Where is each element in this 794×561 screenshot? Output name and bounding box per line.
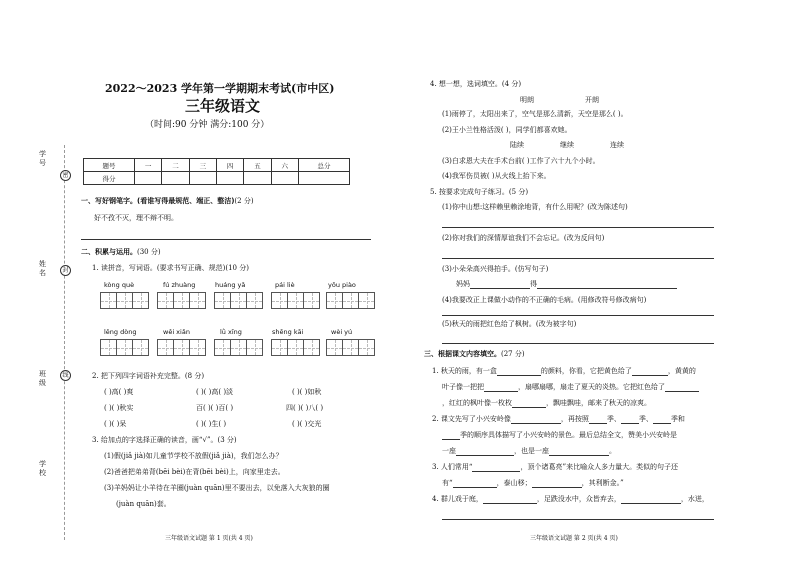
q2-item[interactable]: ( )( )高( )淡 — [196, 388, 234, 396]
char-box[interactable] — [100, 292, 117, 309]
char-box[interactable] — [189, 339, 206, 356]
answer-line[interactable] — [442, 519, 714, 520]
q5-item-2: (2)你对我们的深情厚谊我们不会忘记。(改为反问句) — [442, 234, 605, 242]
text: 。 — [609, 447, 616, 455]
exam-time: （时间:90 分钟 满分:100 分） — [145, 120, 270, 130]
text: ，红红的枫叶像一枚枚 — [442, 399, 512, 407]
text: 4. 群儿戏于庭， — [432, 495, 483, 503]
blank[interactable] — [632, 368, 668, 376]
section2-score: (30 分) — [137, 248, 161, 256]
score-header-cell: 六 — [271, 159, 298, 172]
answer-line[interactable] — [442, 258, 714, 259]
q4-word: 继续 — [560, 141, 574, 149]
blank[interactable] — [621, 496, 681, 504]
q4-word: 陆续 — [510, 141, 524, 149]
score-header-cell: 三 — [189, 159, 216, 172]
seal-xian: 线 — [60, 370, 71, 381]
page-footer: 三年级语文试题 第 1 页(共 4 页) — [165, 535, 253, 542]
q3-item-2[interactable]: (2)爸爸把弟弟背(bēi bèi)在背(bēi bèi)上，向家里走去。 — [104, 468, 285, 476]
r2-line1 — [432, 415, 685, 424]
binding-xuexiao: 学 校 — [39, 460, 46, 477]
q4-item-3[interactable]: (3)白求恩大夫在手术台前( )工作了六十九个小时。 — [442, 157, 600, 165]
score-row — [84, 172, 350, 185]
char-box[interactable] — [116, 292, 133, 309]
char-box[interactable] — [214, 339, 231, 356]
text: ，足跌没水中，众皆弃去， — [536, 495, 621, 503]
blank[interactable] — [456, 448, 514, 456]
char-box[interactable] — [326, 339, 343, 356]
score-header-cell: 总分 — [298, 159, 349, 172]
text: ，飘哇飘哇，邮来了秋天的凉爽。 — [546, 399, 651, 407]
r3-line1 — [432, 463, 678, 472]
text: ，再按照 — [560, 415, 589, 423]
blank[interactable] — [589, 416, 607, 424]
pinyin-label: wěi xiǎn — [163, 328, 190, 336]
r1-line3 — [442, 399, 651, 408]
score-cell[interactable] — [216, 172, 243, 185]
q5-item-4: (4)我要改正上课做小动作的不正确的毛病。(用修改符号修改病句) — [442, 296, 647, 304]
text: ，泰山移； — [496, 479, 532, 487]
r2-line2 — [442, 431, 677, 440]
pinyin-label: fú zhuàng — [163, 281, 196, 289]
text: 有“ — [442, 479, 453, 487]
text: 1. 秋天的雨，有一盒 — [432, 367, 497, 375]
section1-write-line — [81, 239, 371, 240]
char-box[interactable] — [271, 292, 288, 309]
binding-line — [64, 145, 65, 540]
char-box[interactable] — [358, 339, 375, 356]
char-box[interactable] — [287, 292, 304, 309]
q1-prompt: 1. 读拼音，写词语。(要求书写正确、规范)(10 分) — [92, 264, 249, 272]
binding-banji: 班 级 — [39, 370, 46, 387]
score-cell[interactable] — [162, 172, 189, 185]
section2-title — [81, 248, 161, 257]
pinyin-label: lǜ xīng — [220, 328, 242, 336]
text: ，顶个诸葛亮”来比喻众人多力量大。类似的句子还 — [520, 463, 679, 471]
char-box[interactable] — [189, 292, 206, 309]
q2-item[interactable]: ( )( )交光 — [292, 420, 322, 428]
blank[interactable] — [512, 400, 546, 408]
text: 季、 — [638, 415, 653, 423]
text: 季、 — [606, 415, 621, 423]
char-box-group[interactable] — [100, 339, 149, 356]
char-box[interactable] — [326, 292, 343, 309]
answer-line[interactable] — [442, 343, 714, 344]
page-footer: 三年级语文试题 第 2 页(共 4 页) — [530, 535, 618, 542]
score-cell[interactable] — [298, 172, 349, 185]
text: 叶子像一把把 — [442, 383, 484, 391]
r1-line1 — [432, 367, 696, 376]
char-box[interactable] — [271, 339, 288, 356]
score-cell[interactable] — [189, 172, 216, 185]
answer-line[interactable] — [442, 315, 714, 316]
q3-item-3[interactable]: (3)羊妈妈让小羊待在羊圈(juàn quān)里不要出去，以免落入大灰狼的圈 — [104, 484, 330, 492]
q2-item[interactable]: ( )( )秋实 — [104, 404, 134, 412]
section3-score: (27 分) — [501, 350, 525, 358]
seal-mi: 密 — [60, 170, 71, 181]
char-box[interactable] — [116, 339, 133, 356]
q4-item-1[interactable]: (1)雨停了，太阳出来了，空气是那么清新，天空是那么( )。 — [442, 110, 628, 118]
char-box[interactable] — [230, 292, 247, 309]
char-box[interactable] — [303, 292, 320, 309]
char-box-group[interactable] — [271, 339, 320, 356]
q3-prompt: 3. 给加点的字选择正确的读音，画“√”。(3 分) — [92, 436, 237, 444]
char-box[interactable] — [100, 339, 117, 356]
score-header-cell: 四 — [216, 159, 243, 172]
text: ，扇哪扇哪，扇走了夏天的炎热。它把红色给了 — [518, 383, 665, 391]
text: 一座 — [442, 447, 456, 455]
blank[interactable] — [532, 480, 582, 488]
section3-title-text: 三、根据课文内容填空。 — [424, 350, 501, 358]
pinyin-label: huáng yǎ — [215, 281, 246, 289]
q2-item[interactable]: ( )高( )爽 — [104, 388, 134, 396]
blank[interactable] — [653, 416, 671, 424]
char-box[interactable] — [157, 292, 174, 309]
pinyin-label: shēng kāi — [272, 328, 304, 336]
r3-line2 — [442, 479, 624, 488]
blank[interactable] — [497, 368, 541, 376]
text: ，水迸， — [680, 495, 709, 503]
blank[interactable] — [442, 432, 460, 440]
pinyin-label: kòng què — [104, 281, 135, 289]
r4-line1 — [432, 495, 709, 504]
answer-line[interactable] — [442, 227, 714, 228]
seal-feng: 封 — [60, 265, 71, 276]
char-box[interactable] — [287, 339, 304, 356]
q5-3-prefix: 妈妈 — [456, 280, 470, 288]
pinyin-label: lěng dòng — [104, 328, 137, 336]
char-box[interactable] — [358, 292, 375, 309]
q4-prompt: 4. 想一想，选词填空。(4 分) — [430, 80, 522, 88]
score-table — [83, 158, 350, 185]
q4-word: 连续 — [610, 141, 624, 149]
q4-item-2[interactable]: (2)王小兰性格活泼( )，同学们都喜欢她。 — [442, 126, 572, 134]
char-box[interactable] — [246, 292, 263, 309]
char-box[interactable] — [303, 339, 320, 356]
blank[interactable] — [665, 384, 699, 392]
binding-xingming: 姓 名 — [39, 260, 46, 277]
char-box[interactable] — [246, 339, 263, 356]
blank[interactable] — [537, 281, 677, 289]
q4-item-4[interactable]: (4)我军伤员被( )从火线上抬下来。 — [442, 172, 551, 180]
q5-prompt: 5. 按要求完成句子练习。(5 分) — [430, 188, 529, 196]
blank[interactable] — [511, 416, 561, 424]
q2-item[interactable]: 四( )( )八( ) — [286, 404, 324, 412]
text: ，黄黄的 — [667, 367, 696, 375]
section3-title — [424, 350, 525, 359]
score-header-cell: 一 — [135, 159, 162, 172]
section1-title — [81, 197, 254, 206]
exam-subtitle: 三年级语文 — [185, 97, 261, 115]
blank[interactable] — [621, 416, 639, 424]
char-box-group[interactable] — [157, 339, 206, 356]
score-cell[interactable] — [244, 172, 271, 185]
text: 的颜料，你看，它把黄色给了 — [540, 367, 632, 375]
text: ，其利断金。” — [581, 479, 624, 487]
char-box-group[interactable] — [326, 292, 375, 309]
blank[interactable] — [472, 464, 520, 472]
char-box-group[interactable] — [271, 292, 320, 309]
char-box[interactable] — [173, 339, 190, 356]
score-row-label: 得分 — [84, 172, 135, 185]
q4-word: 明朗 — [520, 96, 534, 104]
q5-item-1: (1)你中山想:这样赖里赖涂地背，有什么用呢？(改为陈述句) — [442, 203, 628, 211]
char-box[interactable] — [342, 292, 359, 309]
q5-item-3-template[interactable] — [456, 280, 677, 289]
score-cell[interactable] — [271, 172, 298, 185]
q2-item[interactable]: ( )( )如秋 — [292, 388, 322, 396]
section2-title-text: 二、积累与运用。 — [81, 248, 137, 256]
score-header-cell: 题号 — [84, 159, 135, 172]
text: 3. 人们常用“ — [432, 463, 473, 471]
pinyin-label: pái liè — [275, 281, 295, 289]
section1-score: (2 分) — [234, 197, 254, 205]
blank[interactable] — [453, 480, 497, 488]
char-box-group[interactable] — [157, 292, 206, 309]
text: 季和 — [670, 415, 685, 423]
char-box-group[interactable] — [214, 292, 263, 309]
exam-title: 2022～2023 学年第一学期期末考试(市中区) — [105, 82, 335, 95]
q2-item[interactable]: 百( )( )百( ) — [196, 404, 234, 412]
score-header-cell: 二 — [162, 159, 189, 172]
text: 2. 课文先写了小兴安岭像 — [432, 415, 511, 423]
q2-item[interactable]: ( )( )生( ) — [196, 420, 227, 428]
score-header-row — [84, 159, 350, 172]
char-box[interactable] — [173, 292, 190, 309]
q3-item-1[interactable]: (1)假(jiǎ jià)如儿童节学校不放假(jiǎ jià)，我们怎么办？ — [104, 452, 283, 460]
char-box[interactable] — [132, 292, 149, 309]
pinyin-label: yōu piào — [328, 281, 356, 289]
score-header-cell: 五 — [244, 159, 271, 172]
char-box[interactable] — [132, 339, 149, 356]
char-box[interactable] — [342, 339, 359, 356]
q5-3-mid: 得 — [530, 280, 537, 288]
char-box-group[interactable] — [326, 339, 375, 356]
r1-line2 — [442, 383, 699, 392]
text: 季的顺序具体描写了小兴安岭的景色。最后总结全文，赞美小兴安岭是 — [460, 431, 677, 439]
binding-xuehao: 学 号 — [39, 150, 46, 167]
q3-item-3-cont[interactable]: (juàn quān)套。 — [116, 500, 171, 508]
char-box-group[interactable] — [100, 292, 149, 309]
blank[interactable] — [549, 448, 609, 456]
blank[interactable] — [483, 496, 537, 504]
section1-text: 好不孜不灭，理不辩不明。 — [94, 214, 178, 222]
q2-prompt: 2. 把下列四字词语补充完整。(8 分) — [92, 372, 205, 380]
char-box[interactable] — [230, 339, 247, 356]
blank[interactable] — [484, 384, 518, 392]
char-box-group[interactable] — [214, 339, 263, 356]
q5-item-3: (3)小朵朵高兴得拍手。(仿写句子) — [442, 265, 549, 273]
q5-item-5: (5)秋天的雨把红色给了枫树。(改为被字句) — [442, 320, 577, 328]
r2-line3 — [442, 447, 616, 456]
section1-title-text: 一、写好钢笔字。(看谁写得最规范、端正、整洁) — [81, 197, 235, 205]
text: ，也是一座 — [514, 447, 549, 455]
q4-word: 开朗 — [585, 96, 599, 104]
score-cell[interactable] — [135, 172, 162, 185]
pinyin-label: wèi yú — [331, 328, 353, 336]
char-box[interactable] — [214, 292, 231, 309]
blank[interactable] — [470, 281, 530, 289]
q2-item[interactable]: ( )( )呆 — [104, 420, 127, 428]
char-box[interactable] — [157, 339, 174, 356]
